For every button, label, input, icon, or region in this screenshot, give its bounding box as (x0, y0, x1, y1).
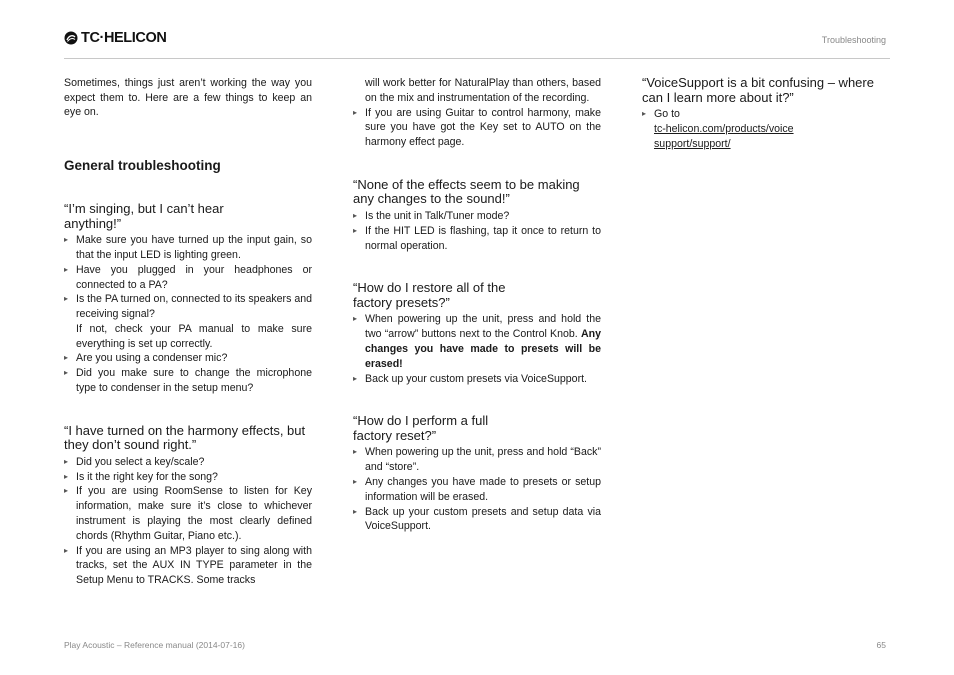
answer-list (64, 455, 312, 588)
list-item: ▸ Are you using a condenser mic? (64, 351, 312, 366)
voicesupport-link[interactable]: tc-helicon.com/products/voicesupport/support/ (654, 122, 794, 150)
list-item: ▸ If you are using RoomSense to listen for Key information, make sure it’s close to whichever instrument is playing the most clearly defined chords (Rhythm Guitar, Piano etc.). (64, 484, 312, 543)
answer-list (353, 312, 601, 386)
list-item: ▸ When powering up the unit, press and hold “Back” and “store”. (353, 445, 601, 475)
list-item: ▸ Is the unit in Talk/Tuner mode? (353, 209, 601, 224)
question-title: “I have turned on the harmony effects, but they don’t sound right.” (64, 422, 306, 453)
question-title: “How do I perform a full factory reset?” (353, 413, 489, 443)
section-heading: General troubleshooting (64, 158, 221, 174)
footer-document-title: Play Acoustic – Reference manual (2014-07-16) (64, 640, 245, 650)
list-item-continued: If not, check your PA manual to make sure everything is set up correctly. (76, 322, 312, 350)
question-title: “How do I restore all of the factory presets?” (353, 280, 506, 310)
column-3 (642, 76, 890, 151)
list-item: ▸ Any changes you have made to presets or setup information will be erased. (353, 475, 601, 505)
column-1 (64, 76, 312, 588)
warning-text: Any changes you have made to presets will be erased! (365, 328, 601, 370)
list-item: ▸ Go to (642, 107, 890, 122)
column-2 (353, 76, 601, 534)
intro-text: Sometimes, things just aren’t working the way you expect them to. Here are a few things to keep an eye on. (64, 77, 312, 119)
question-title: “None of the effects seem to be making any changes to the sound!” (353, 176, 580, 207)
list-item: ▸ Back up your custom presets via VoiceSupport. (353, 372, 601, 387)
list-item: ▸ If the HIT LED is flashing, tap it once to return to normal operation. (353, 224, 601, 254)
brand-logo (64, 30, 166, 46)
answer-list (642, 107, 890, 151)
brand-name: TC·HELICON (81, 30, 167, 46)
list-item-text: When powering up the unit, press and hold the two “arrow” buttons next to the Control Knob. (365, 313, 601, 341)
list-item-continued (642, 122, 890, 152)
answer-list (353, 76, 601, 150)
answer-list (64, 233, 312, 396)
list-item (353, 312, 601, 371)
list-item: ▸ Have you plugged in your headphones or connected to a PA? (64, 263, 312, 293)
list-item: ▸ Make sure you have turned up the input gain, so that the input LED is lighting green. (64, 233, 312, 263)
list-item: ▸ Back up your custom presets and setup data via VoiceSupport. (353, 505, 601, 535)
section-label: Troubleshooting (821, 35, 886, 45)
list-item: ▸ Did you select a key/scale? (64, 455, 312, 470)
list-item: ▸ Is the PA turned on, connected to its speakers and receiving signal? (64, 292, 312, 322)
question-title: “VoiceSupport is a bit confusing – where can I learn more about it?” (642, 75, 874, 105)
answer-list (353, 209, 601, 253)
tc-helicon-logo-icon (64, 31, 78, 45)
answer-list (353, 445, 601, 534)
page-number: 65 (876, 640, 886, 650)
list-item: ▸ Did you make sure to change the microphone type to condenser in the setup menu? (64, 366, 312, 396)
question-title: “I’m singing, but I can’t hear anything!” (64, 201, 224, 231)
list-item: ▸ Is it the right key for the song? (64, 470, 312, 485)
list-item: ▸ If you are using an MP3 player to sing along with tracks, set the AUX IN TYPE parameter in the Setup Menu to TRACKS. Some tracks (64, 544, 312, 588)
list-item: ▸ If you are using Guitar to control harmony, make sure you have got the Key set to AUTO on the harmony effect page. (353, 106, 601, 150)
header-divider (64, 58, 890, 59)
list-item-continued: will work better for NaturalPlay than others, based on the mix and instrumentation of the recording. (365, 77, 601, 104)
